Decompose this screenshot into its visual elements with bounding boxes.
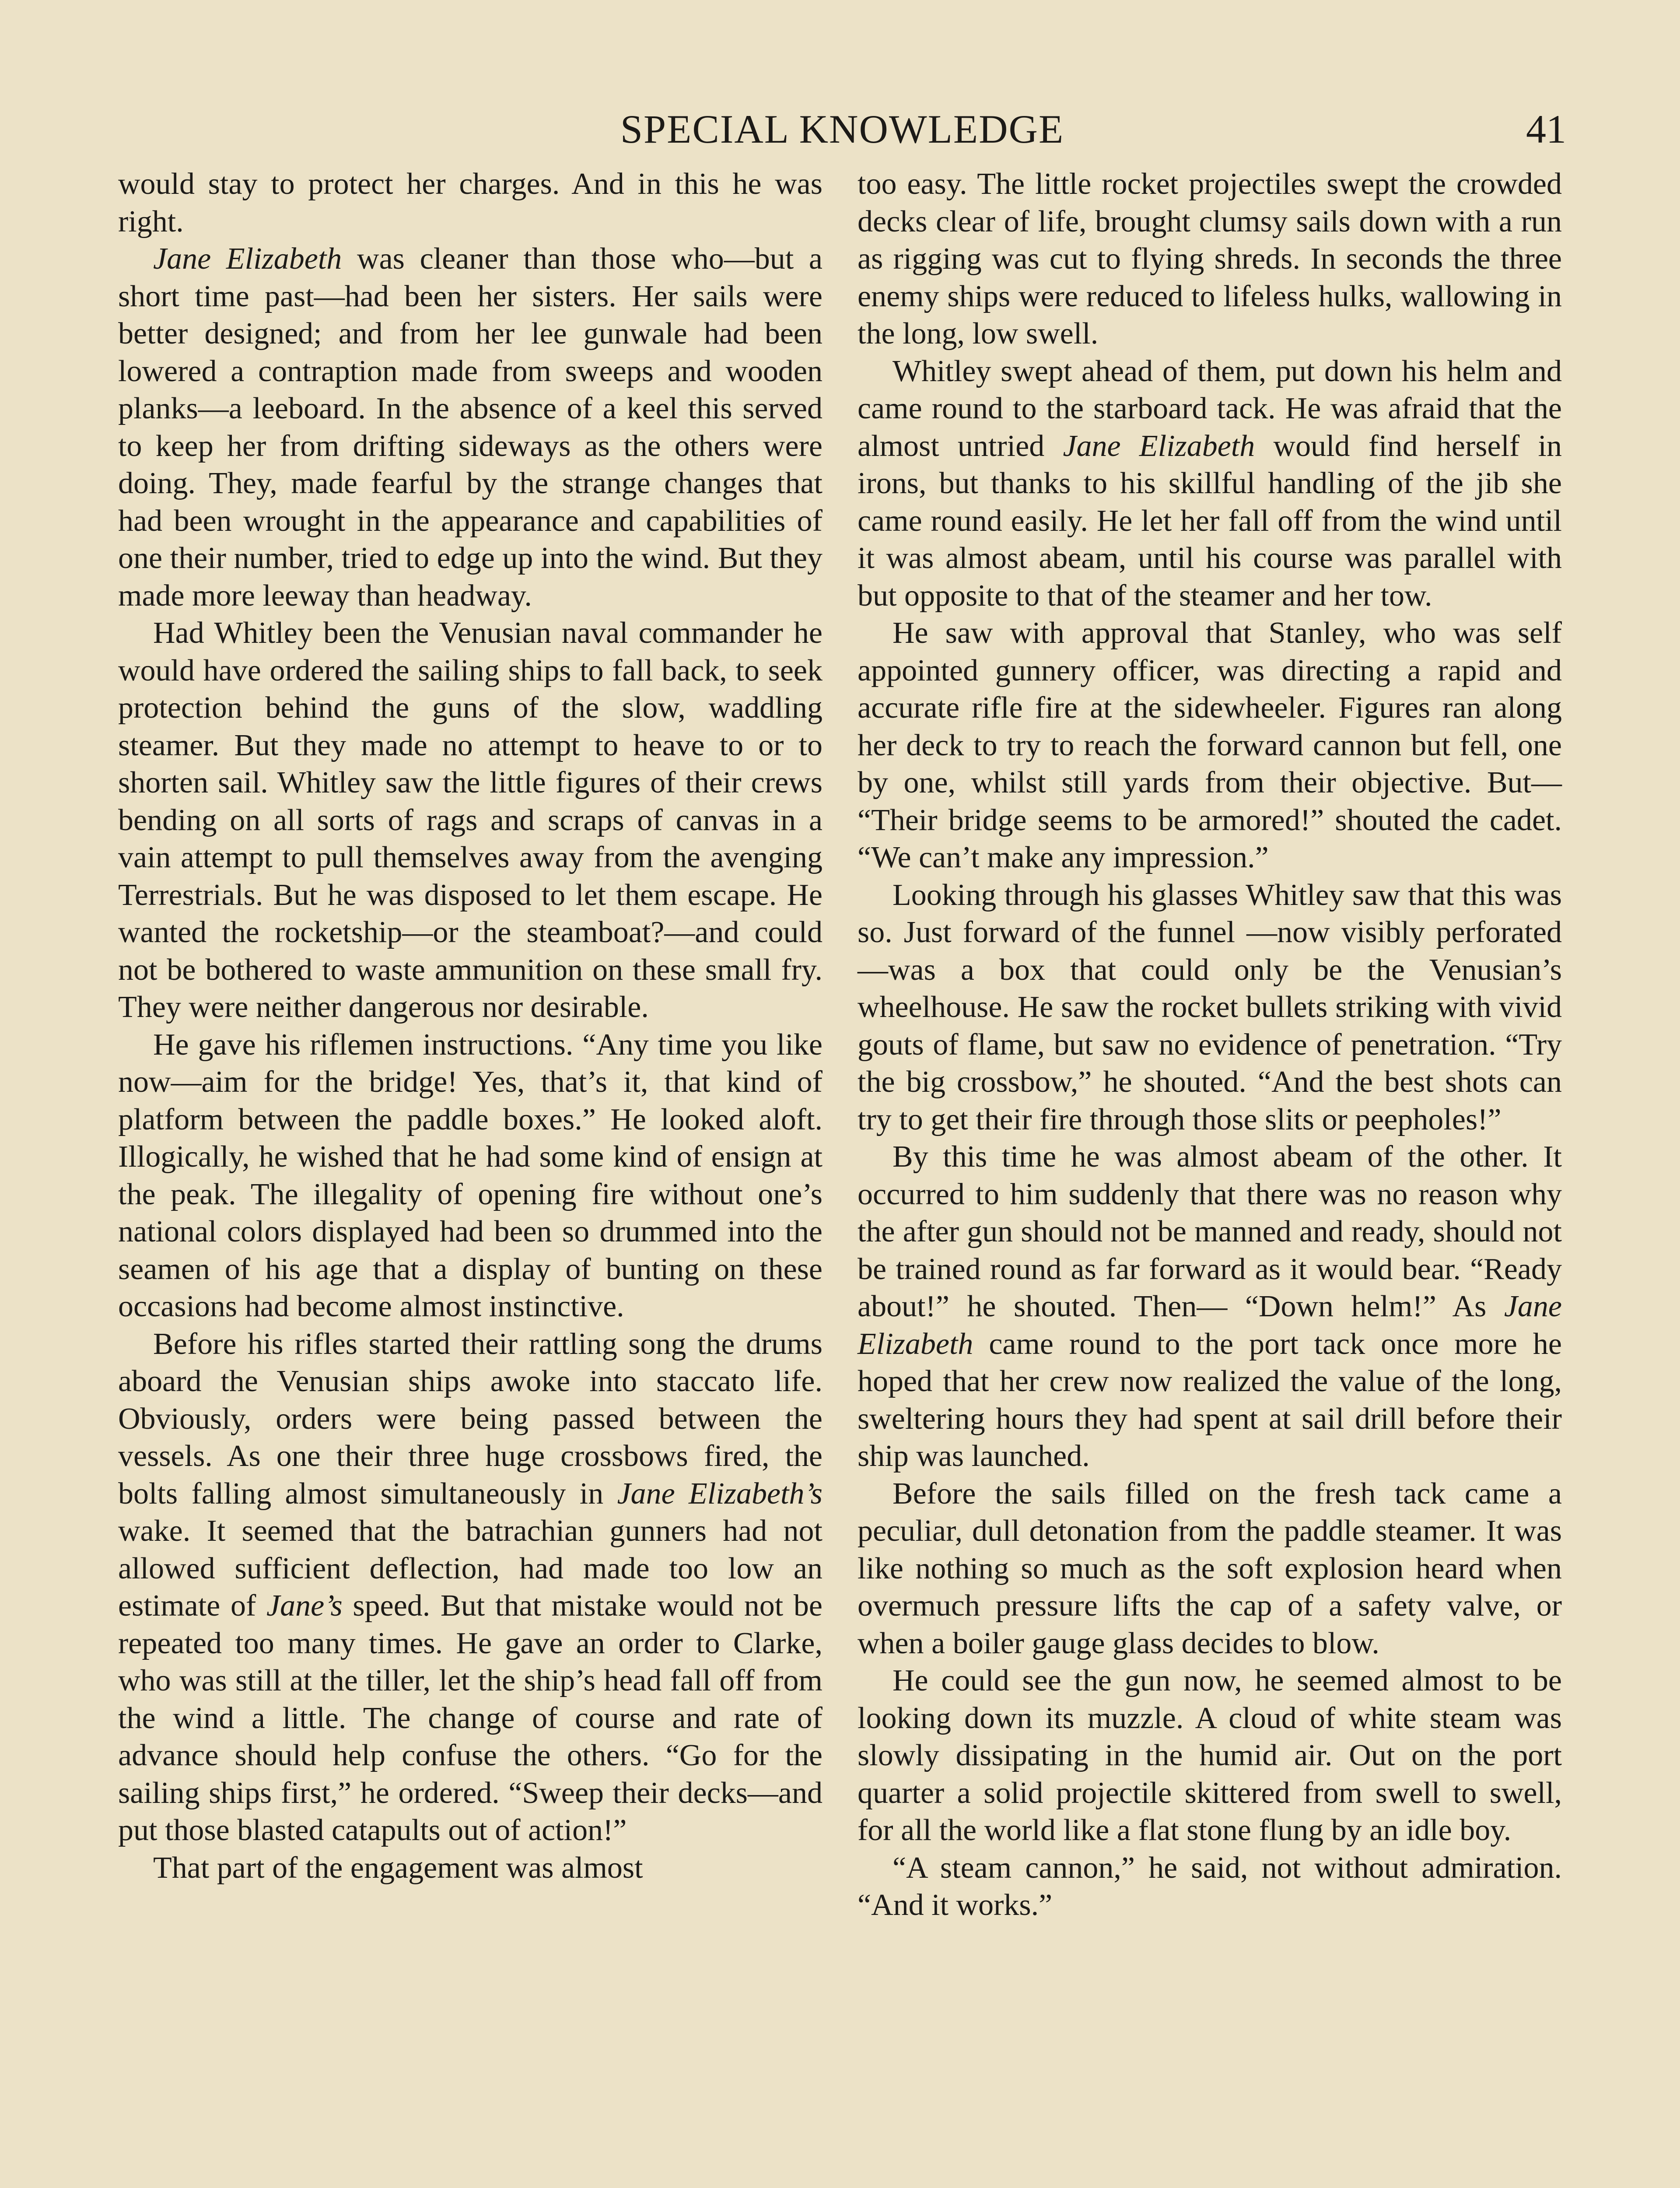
paragraph: He saw with approval that Stanley, who was self appointed gunnery officer, was directing a rapid and accurate rifle fire at the sidewheeler. Figures ran along her deck to try to reach the forward cannon but fell, one by one, whilst still yards from their objective. But— “Their bridge seems to be armored!” shouted the cadet. “We can’t make any impression.” [858,616,1562,874]
ship-name: Jane Elizabeth’s [617,1476,822,1511]
paragraph: Whitley swept ahead of them, put down his helm and came round to the starboard tack. He was afraid that the almost untried Jane Elizabeth would find herself in irons, but thanks to his skillful handling of the jib she came round easily. He let her fall off from the wind until it was almost abeam, until his course was parallel with but opposite to that of the steamer and her tow. [858,354,1562,613]
paragraph: Had Whitley been the Venusian naval commander he would have ordered the sailing ships to fall back, to seek protection behind the guns of the slow, waddling steamer. But they made no attempt to heave to or to shorten sail. Whitley saw the little figures of their crews bending on all sorts of rags and scraps of canvas in a vain attempt to pull themselves away from the avenging Terrestrials. But he was disposed to let them escape. He wanted the rocketship—or the steamboat?—and could not be bothered to waste ammunition on these small fry. They were neither dangerous nor desirable. [118,616,822,1024]
paragraph: By this time he was almost abeam of the other. It occurred to him suddenly that there was no reason why the after gun should not be manned and ready, should not be trained round as far forward as it would bear. “Ready about!” he shouted. Then— “Down helm!” As Jane Elizabeth came round to the port tack once more he hoped that her crew now realized the value of the long, sweltering hours they had spent at sail drill before their ship was launched. [858,1140,1562,1473]
paragraph: Before his rifles started their rattling song the drums aboard the Venusian ships awoke into staccato life. Obviously, orders were being passed between the vessels. As one their three huge crossbows fired, the bolts falling almost simultaneously in Jane Elizabeth’s wake. It seemed that the batrachian gunners had not allowed sufficient deflection, had made too low an estimate of Jane’s speed. But that mistake would not be repeated too many times. He gave an order to Clarke, who was still at the tiller, let the ship’s head fall off from the wind a little. The change of course and rate of advance should help confuse the others. “Go for the sailing ships first,” he ordered. “Sweep their decks—and put those blasted catapults out of action!” [118,1327,822,1847]
paragraph: too easy. The little rocket projectiles swept the crowded decks clear of life, brought clumsy sails down with a run as rigging was cut to flying shreds. In seconds the three enemy ships were reduced to lifeless hulks, wallowing in the long, low swell. [858,167,1562,351]
running-header [118,101,1566,158]
ship-name: Jane Elizabeth [1063,429,1255,463]
ship-name: Jane Elizabeth [153,242,342,276]
paragraph: Before the sails filled on the fresh tack came a peculiar, dull detonation from the paddle steamer. It was like nothing so much as the soft explosion heard when overmuch pressure lifts the cap of a safety valve, or when a boiler gauge glass decides to blow. [858,1476,1562,1660]
paragraph: Looking through his glasses Whitley saw that this was so. Just forward of the funnel —now visibly perforated—was a box that could only be the Venusian’s wheelhouse. He saw the rocket bullets striking with vivid gouts of flame, but saw no evidence of penetration. “Try the big crossbow,” he shouted. “And the best shots can try to get their fire through those slits or peepholes!” [858,878,1562,1136]
paragraph: That part of the engagement was almost [153,1851,643,1885]
paragraph: “A steam cannon,” he said, not without admiration. “And it works.” [858,1851,1562,1922]
paragraph: He could see the gun now, he seemed almost to be looking down its muzzle. A cloud of white steam was slowly dissipating in the humid air. Out on the port quarter a solid projectile skittered from swell to swell, for all the world like a flat stone flung by an idle boy. [858,1664,1562,1847]
ship-name: Jane’s [266,1589,343,1623]
left-text-column [118,165,822,1886]
paragraph: He gave his riflemen instructions. “Any time you like now—aim for the bridge! Yes, that’s it, that kind of platform between the paddle boxes.” He looked aloft. Illogically, he wished that he had some kind of ensign at the peak. The illegality of opening fire without one’s national colors displayed had been so drummed into the seamen of his age that a display of bunting on these occasions had become almost instinctive. [118,1027,822,1323]
paragraph: Jane Elizabeth was cleaner than those who—but a short time past—had been her sisters. Her sails were better designed; and from her lee gunwale had been lowered a contraption made from sweeps and wooden planks—a leeboard. In the absence of a keel this served to keep her from drifting sideways as the others were doing. They, made fearful by the strange changes that had been wrought in the appearance and capabilities of one their number, tried to edge up into the wind. But they made more leeway than headway. [118,242,822,613]
right-text-column [858,165,1562,1924]
paragraph: would stay to protect her charges. And in this he was right. [118,167,822,238]
page-title: SPECIAL KNOWLEDGE [620,107,1064,151]
page-number: 41 [1526,107,1566,151]
ship-name: Jane Elizabeth [858,1290,1562,1361]
